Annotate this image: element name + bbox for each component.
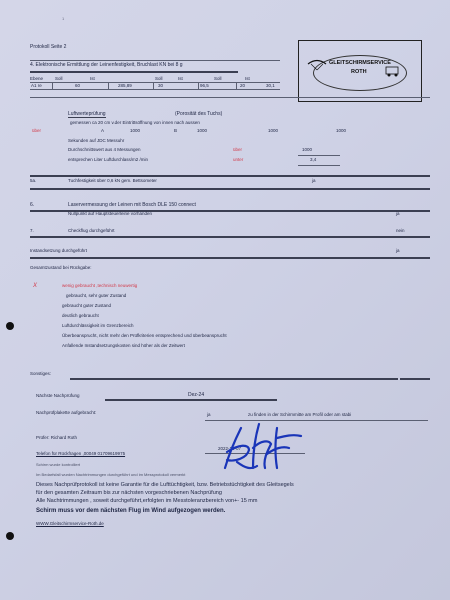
- divider: [298, 165, 340, 166]
- table-cell: A1 re: [31, 83, 42, 88]
- disclaimer-line: für den gesamten Zeitraum bis zur nächsten vorgeschriebenen Nachprüfung: [36, 490, 222, 496]
- repair-text: Instandsetzung durchgeführt: [30, 248, 88, 253]
- air-mark: 1000: [130, 128, 141, 133]
- next-inspection-label: Nächste Nachprüfung: [36, 393, 80, 398]
- table-cell: 60: [75, 83, 81, 88]
- fine-print: Im Bedarfsfall wurden Nachtrimmungen durchgeführt und im Messprotokoll vermerkt: [36, 472, 186, 477]
- divider: [298, 155, 340, 156]
- overall-option: deutlich gebraucht: [62, 313, 99, 318]
- handwritten-signature: [215, 418, 305, 476]
- air-average-value: 1000: [302, 147, 313, 152]
- section7-number: 7.: [30, 228, 34, 233]
- misc-line: [70, 378, 398, 380]
- section5a-number: 5a.: [30, 178, 37, 183]
- air-average-label: Durchschnittswert aus 4 Messungen: [68, 147, 141, 152]
- fine-print: Schirm wurde kontrolliert: [36, 462, 81, 467]
- section5a-text: Tuchfestigkeit über 0,6 kN gem. Bettsometer: [68, 178, 157, 183]
- binder-hole: [6, 532, 14, 540]
- air-correlation-value: 3,4: [310, 157, 317, 162]
- sticker-value: ja: [207, 412, 211, 417]
- overall-selected-mark: X: [33, 283, 38, 289]
- section6-sub: Nullpunkt auf Hauptsteuerleine vorhanden: [68, 211, 153, 216]
- divider: [30, 175, 430, 177]
- air-test-porosity: (Porosität des Tuchs): [175, 111, 223, 117]
- paraglider-icon: [307, 57, 327, 71]
- contact-phone: Telefon für Rückfragen ,00049 01709619975: [36, 451, 126, 456]
- air-correlation-label: entsprechen Liter Luftdurchlass/m2 /min: [68, 157, 149, 162]
- next-inspection-line: [105, 399, 277, 401]
- section7-text: Checkflug durchgeführt: [68, 228, 115, 233]
- air-mark: A: [101, 128, 105, 133]
- air-mark: 1000: [197, 128, 208, 133]
- air-test-title: Luftwerteprüfung: [68, 111, 106, 117]
- protocol-page-label: Protokoll Seite 2: [30, 44, 67, 50]
- overall-option: wenig gebraucht ,technisch neuwertig: [62, 283, 138, 288]
- company-logo: [298, 40, 422, 102]
- table-header-cell: Ist: [90, 76, 95, 81]
- table-cell: 30: [158, 83, 164, 88]
- section6-answer: ja: [396, 211, 400, 216]
- table-cell: 30,1: [266, 83, 275, 88]
- section7-answer: nein: [396, 228, 405, 233]
- table-header-cell: Ist: [178, 76, 183, 81]
- binder-hole: [6, 322, 14, 330]
- divider: [30, 188, 430, 190]
- air-mark: 1000: [268, 128, 279, 133]
- website-link[interactable]: WWW.Gleitschirmservice-Roth.de: [36, 521, 104, 526]
- misc-label: Sonstiges:: [30, 371, 52, 376]
- section5a-answer: ja: [312, 178, 316, 183]
- table-header-cell: Soll: [155, 76, 163, 81]
- air-correlation-under: unter: [233, 157, 244, 162]
- divider: [30, 257, 430, 259]
- divider: [30, 60, 280, 61]
- overall-option: gebraucht, sehr guter Zustand: [66, 293, 127, 298]
- air-average-over: über: [233, 147, 243, 152]
- overall-option: Überbeansprucht, nicht mehr den Prüfkriterien entsprechend und überbeansprucht: [62, 333, 227, 338]
- table-header-cell: Soll: [55, 76, 63, 81]
- table-cell: 285,89: [118, 83, 132, 88]
- section6-number: 6.: [30, 202, 35, 208]
- air-test-measured: gemessen ca 20 cm v.der Eintrittsöffnung von innen nach aussen: [70, 120, 200, 125]
- disclaimer-line: Dieses Nachprüfprotokoll ist keine Garantie für die Lufttüchtigkeit, bzw. Betriebstüchtigkeit des Gleitsegels: [36, 482, 294, 488]
- disclaimer-line: Alle Nachtrimmungen , soweit durchgeführt,erfolgten im Messtoleranzbereich von+- 15 mm: [36, 498, 258, 504]
- table-cell: 20: [240, 83, 246, 88]
- table-header-cell: Soll: [214, 76, 222, 81]
- inspector-name: Prüfer: Richard Roth: [36, 435, 78, 440]
- air-seconds: Sekunden auf JDC Messuhr: [68, 138, 125, 143]
- table-cell: 96,5: [200, 83, 209, 88]
- overall-option: Luftdurchlässigkeit im Grenzbereich: [62, 323, 134, 328]
- sticker-note: zu finden in der Schirmmitte am Profil oder am stabi: [248, 412, 352, 417]
- misc-line-end: [400, 378, 430, 380]
- overall-option: Anfallende Instandsetzungskosten sind höher als der Zeitwert: [62, 343, 185, 348]
- section4-title: 4. Elektronische Ermittlung der Leinenfestigkeit, Bruchlast KN bei 8 g: [30, 62, 183, 68]
- logo-text-line2: ROTH: [351, 69, 367, 75]
- divider: [30, 97, 430, 98]
- sticker-label: Nachprüfplakette aufgebracht:: [36, 410, 97, 415]
- next-inspection-value: Dez-24: [188, 392, 205, 398]
- inspection-date: 2022-10-07: [218, 446, 242, 451]
- logo-text-line1: GLEITSCHIRMSERVICE: [329, 60, 391, 66]
- wind-note: Schirm muss vor dem nächsten Flug im Wind aufgezogen werden.: [36, 508, 226, 514]
- air-mark: 1000: [336, 128, 347, 133]
- overall-title: Gesamtzustand bei Rückgabe:: [30, 265, 92, 270]
- divider: [30, 236, 430, 238]
- repair-answer: ja: [396, 248, 400, 253]
- table-header-cell: Ebene: [30, 76, 44, 81]
- corner-mark: 1: [62, 16, 65, 21]
- air-test-over: über: [32, 128, 42, 133]
- table-header-cell: Ist: [245, 76, 250, 81]
- section4-underline: [30, 71, 238, 73]
- air-mark: B: [174, 128, 178, 133]
- van-icon: [385, 65, 401, 77]
- section6-text: Laservermessung der Leinen mit Bosch DLE 150 connect: [68, 202, 196, 208]
- overall-option: gebraucht guter Zustand: [62, 303, 112, 308]
